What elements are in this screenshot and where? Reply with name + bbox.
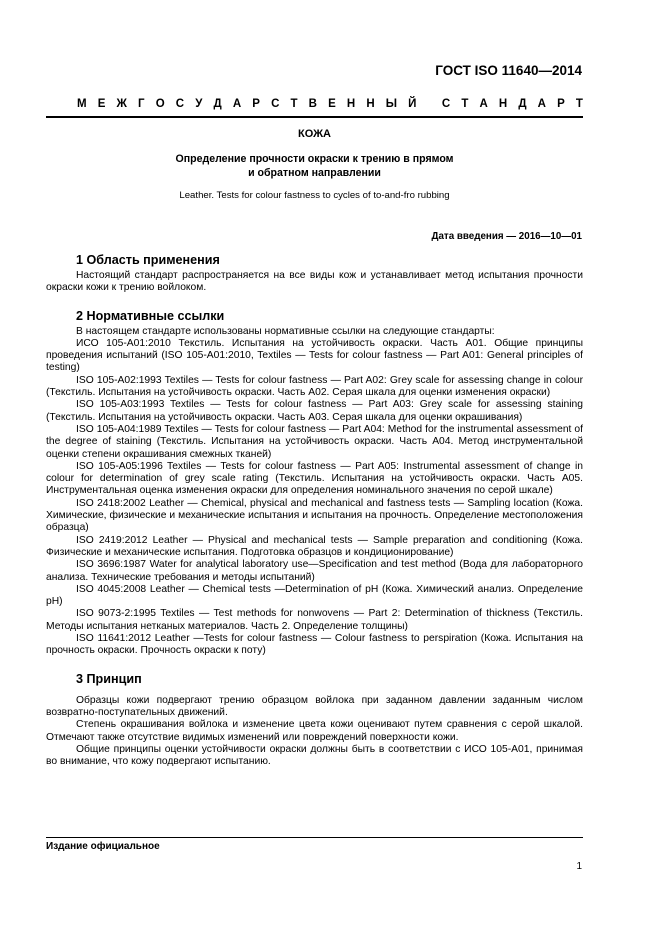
document-title: КОЖА — [297, 128, 331, 140]
section-heading: 1 Область применения — [76, 253, 220, 267]
banner-letter: Р — [252, 98, 260, 110]
reference-item: ISO 9073-2:1995 Textiles — Test methods for nonwovens — Part 2: Determination of thickness (Текстиль. Методы испытания нетканых материалов. Часть 2. Определение толщины) — [46, 608, 583, 632]
banner-letter: С — [175, 98, 185, 110]
paragraph: Настоящий стандарт распространяется на все виды кож и устанавливает метод испытания прочности окраски кожи к трению войлоком. — [46, 270, 583, 294]
section-heading: 3 Принцип — [76, 671, 142, 686]
page-number: 1 — [576, 861, 582, 872]
banner-letter: Т — [290, 98, 298, 110]
reference-item: ISO 2418:2002 Leather — Chemical, physical and mechanical and fastness tests — Sampling location (Кожа. Химические, физические и механические испытания и испытания на прочность. Определение местоположения образца) — [46, 497, 583, 534]
document-subtitle — [46, 152, 583, 180]
banner-letter: А — [537, 98, 546, 110]
paragraph: Образцы кожи подвергают трению образцом войлока при заданном давлении заданным числом возвратно-поступательных движений. — [46, 694, 583, 718]
reference-item: ISO 105-A03:1993 Textiles — Tests for colour fastness — Part A03: Grey scale for assessing staining (Текстиль. Испытания на устойчивость окраски. Часть A03. Серая шкала для оценки окрашивания) — [46, 399, 583, 423]
banner-letter: С — [271, 98, 280, 110]
section-scope — [46, 253, 583, 295]
reference-item: ISO 105-A04:1989 Textiles — Tests for colour fastness — Part A04: Method for the instrumental assessment of the degree of staining (Текстиль. Испытания на устойчивость окраски. Часть A04. Метод инструментальной оценки степени окрашивания смежных тканей) — [46, 423, 583, 460]
banner-letter: Е — [97, 98, 106, 110]
banner-letter: О — [155, 98, 165, 110]
subtitle-line-1: Определение прочности окраски к трению в прямом — [175, 153, 454, 165]
banner-letter: Т — [575, 98, 583, 110]
banner-letter: Ы — [385, 98, 398, 110]
banner-letter: Й — [408, 98, 417, 110]
reference-item: ISO 2419:2012 Leather — Physical and mechanical tests — Sample preparation and conditioning (Кожа. Физические и механические испытания. Подготовка образцов и кондиционирование) — [46, 534, 583, 558]
reference-item: ISO 105-A02:1993 Textiles — Tests for colour fastness — Part A02: Grey scale for assessing change in colour (Текстиль. Испытания на устойчивость окраски. Часть A02. Серая шкала для оценки изменения окраски) — [46, 374, 583, 399]
interstate-standard-banner — [77, 98, 583, 110]
introduction-date: Дата введения — 2016—10—01 — [431, 231, 582, 242]
banner-letter: Р — [557, 98, 565, 110]
english-title: Leather. Tests for colour fastness to cycles of to-and-fro rubbing — [179, 190, 450, 201]
banner-letter: Н — [346, 98, 356, 110]
banner-letter: Н — [366, 98, 375, 110]
banner-letter: Н — [498, 98, 508, 110]
banner-letter: А — [479, 98, 488, 110]
banner-letter: Д — [213, 98, 222, 110]
paragraph: Степень окрашивания войлока и изменение цвета кожи оценивают путем сравнения с серой шкалой. Отмечают также отсутствие видимых изменений или повреждений поверхности кожи. — [46, 719, 583, 743]
banner-letter: У — [195, 98, 203, 110]
reference-item: ISO 3696:1987 Water for analytical laboratory use—Specification and test method (Вода для лабораторного анализа. Технические требования и методы испытаний) — [46, 559, 583, 583]
section-heading: 2 Нормативные ссылки — [76, 308, 225, 323]
banner-letter: С — [441, 98, 451, 110]
paragraph: Общие принципы оценки устойчивости окраски должны быть в соответствии с ИСО 105-A01, принимая во внимание, что кожу подвергают испытанию. — [46, 743, 583, 768]
banner-letter: Д — [518, 98, 527, 110]
header-rule — [46, 116, 583, 118]
official-edition-label: Издание официальное — [46, 837, 583, 852]
banner-letter: Г — [138, 98, 145, 110]
banner-letter — [428, 98, 431, 110]
reference-item: ISO 105-A05:1996 Textiles — Tests for colour fastness — Part A05: Instrumental assessment of change in colour for determination of grey scale rating (Текстиль. Испытания на устойчивость окраски. Часть A05. Инструментальная оценка изменения окраски для определения номинального значения по серой шкале) — [46, 460, 583, 497]
banner-letter: А — [232, 98, 242, 110]
banner-letter: В — [308, 98, 317, 110]
reference-item: ISO 11641:2012 Leather —Tests for colour fastness — Colour fastness to perspiration (Кожа. Испытания на прочность окраски. Прочность окраски к поту) — [46, 633, 583, 657]
standard-number: ГОСТ ISO 11640—2014 — [435, 63, 582, 78]
reference-item: ISO 4045:2008 Leather — Chemical tests —Determination of pH (Кожа. Химический анализ. Определение pH) — [46, 583, 583, 608]
document-body — [46, 253, 583, 768]
section-normative-references — [46, 309, 583, 658]
reference-item: ИСО 105-A01:2010 Текстиль. Испытания на устойчивость окраски. Часть A01. Общие принципы проведения испытаний (ISO 105-A01:2010, Textiles — Tests for colour fastness — Part A01: General principles of testing) — [46, 337, 583, 374]
paragraph: В настоящем стандарте использованы нормативные ссылки на следующие стандарты: — [76, 325, 495, 337]
banner-letter: Ж — [116, 98, 127, 110]
banner-letter: Т — [461, 98, 469, 110]
section-principle — [46, 672, 583, 769]
banner-letter: М — [77, 98, 87, 110]
banner-letter: Е — [328, 98, 336, 110]
subtitle-line-2: и обратном направлении — [248, 167, 381, 179]
